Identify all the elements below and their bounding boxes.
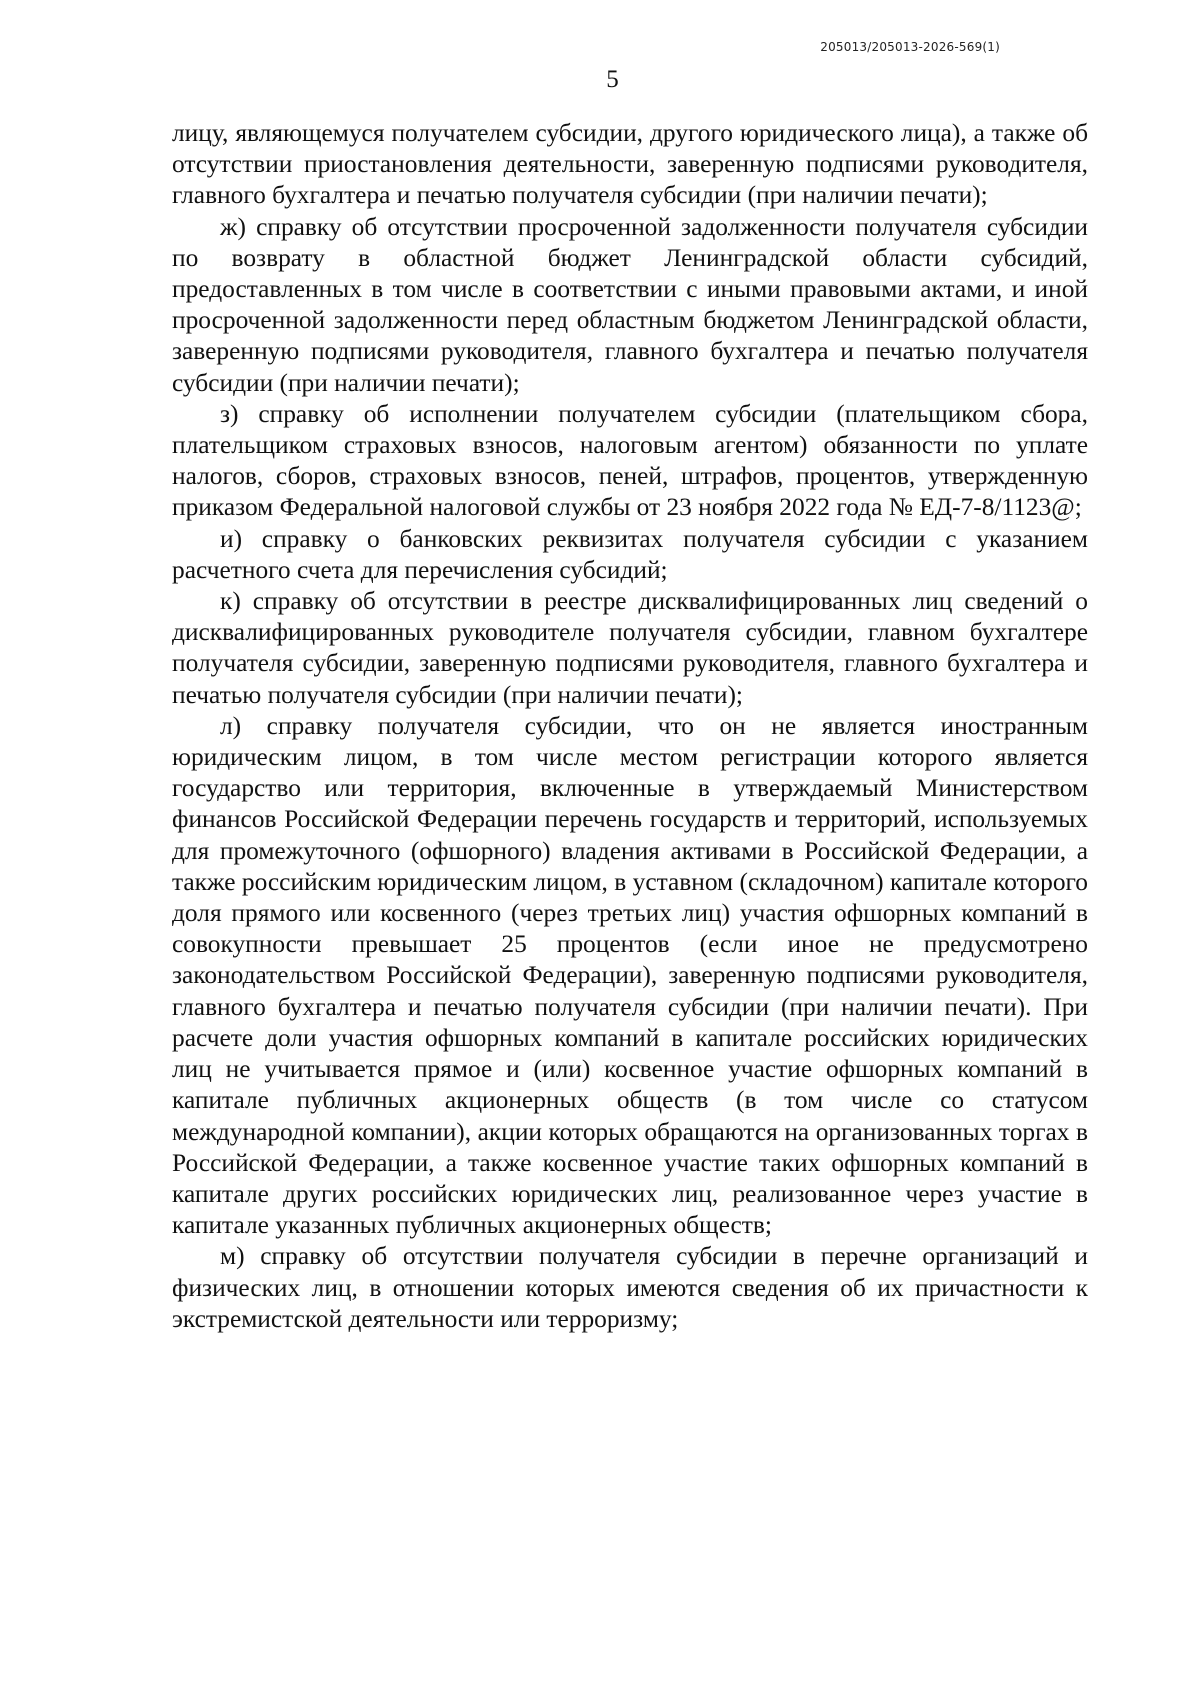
paragraph-item-z: з) справку об исполнении получателем субсидии (плательщиком сбора, плательщиком страховых взносов, налоговым агентом) обязанности по уплате налогов, сборов, страховых взносов, пеней, штрафов, процентов, утвержденную приказом Федеральной налоговой службы от 23 ноября 2022 года № ЕД-7-8/1123@; — [172, 399, 1088, 522]
page-number: 5 — [606, 66, 619, 93]
paragraph-item-m: м) справку об отсутствии получателя субсидии в перечне организаций и физических лиц, в отношении которых имеются сведения об их причастности к экстремистской деятельности или терроризму; — [172, 1242, 1088, 1333]
paragraph-item-l: л) справку получателя субсидии, что он не является иностранным юридическим лицом, в том числе местом регистрации которого является государство или территория, включенные в утверждаемый Министерством финансов Российской Федерации перечень государств и территорий, используемых для промежуточного (офшорного) владения активами в Российской Федерации, а также российским юридическим лицом, в уставном (складочном) капитале которого доля прямого или косвенного (через третьих лиц) участия офшорных компаний в совокупности превышает 25 процентов (если иное не предусмотрено законодательством Российской Федерации), заверенную подписями руководителя, главного бухгалтера и печатью получателя субсидии (при наличии печати). При расчете доли участия офшорных компаний в капитале российских юридических лиц не учитывается прямое и (или) косвенное участие офшорных компаний в капитале публичных акционерных обществ (в том числе со статусом международной компании), акции которых обращаются на организованных торгах в Российской Федерации, а также косвенное участие таких офшорных компаний в капитале других российских юридических лиц, реализованное через участие в капитале указанных публичных акционерных обществ; — [172, 711, 1088, 1240]
paragraph-item-k: к) справку об отсутствии в реестре дисквалифицированных лиц сведений о дисквалифицированных руководителе получателя субсидии, главном бухгалтере получателя субсидии, заверенную подписями руководителя, главного бухгалтера и печатью получателя субсидии (при наличии печати); — [172, 587, 1088, 709]
document-id: 205013/205013-2026-569(1) — [820, 40, 1000, 54]
paragraph-item-zh: ж) справку об отсутствии просроченной задолженности получателя субсидии по возврату в областной бюджет Ленинградской области субсидий, предоставленных в том числе в соответствии с иными правовыми актами, и иной просроченной задолженности перед областным бюджетом Ленинградской области, заверенную подписями руководителя, главного бухгалтера и печатью получателя субсидии (при наличии печати); — [172, 212, 1088, 397]
paragraph-continuation: лицу, являющемуся получателем субсидии, другого юридического лица), а также об отсутствии приостановления деятельности, заверенную подписями руководителя, главного бухгалтера и печатью получателя субсидии (при наличии печати); — [172, 119, 1088, 210]
document-body — [172, 118, 1088, 1335]
paragraph-item-i: и) справку о банковских реквизитах получателя субсидии с указанием расчетного счета для перечисления субсидий; — [172, 524, 1088, 584]
